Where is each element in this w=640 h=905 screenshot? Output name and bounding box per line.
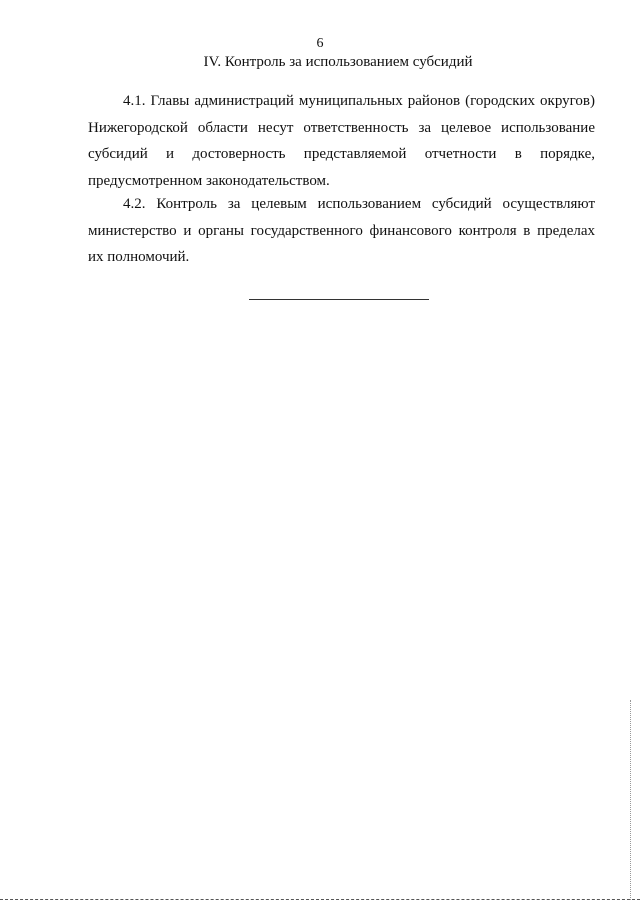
- paragraph-line: предусмотренном законодательством.: [88, 172, 330, 189]
- paragraph-line: министерство и органы государственного финансового контроля в пределах: [88, 222, 595, 239]
- paragraph-line: субсидий и достоверность представляемой отчетности в порядке,: [88, 146, 595, 162]
- scan-bottom-edge: [0, 899, 640, 900]
- paragraph-4-2: [88, 191, 595, 271]
- scan-right-edge: [630, 700, 631, 900]
- paragraph-line: 4.2. Контроль за целевым использованием субсидий осуществляют: [123, 196, 595, 212]
- paragraph-line: Нижегородской области несут ответственность за целевое использование: [88, 119, 595, 136]
- section-heading: IV. Контроль за использованием субсидий: [203, 54, 473, 70]
- paragraph-line: 4.1. Главы администраций муниципальных районов (городских округов): [123, 93, 595, 109]
- paragraph-line: их полномочий.: [88, 249, 190, 265]
- paragraph-4-1: [88, 88, 595, 194]
- page-number: 6: [316, 36, 324, 51]
- closing-rule: [249, 299, 429, 300]
